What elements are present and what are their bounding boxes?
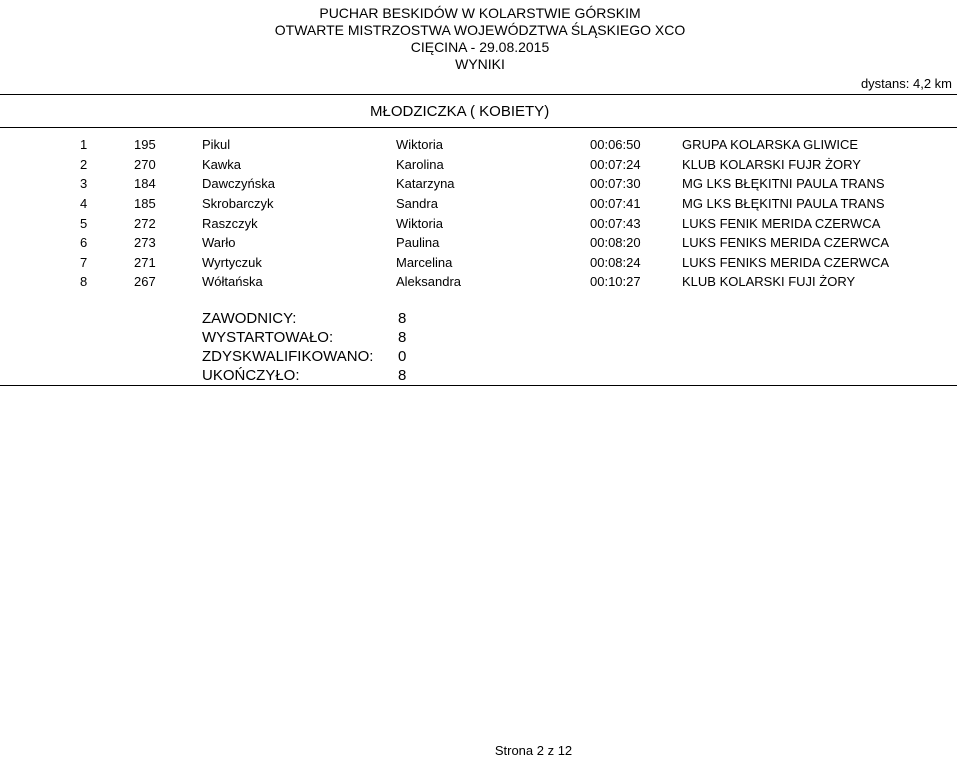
table-row: [0, 135, 942, 155]
table-row: [0, 213, 942, 233]
first-name-cell: Paulina: [396, 235, 440, 251]
summary-row: [202, 347, 406, 366]
first-name-cell: Aleksandra: [396, 274, 462, 290]
category-title: MŁODZICZKA ( KOBIETY): [370, 103, 550, 120]
time-cell: 00:07:43: [590, 215, 641, 231]
time-cell: 00:07:41: [590, 196, 641, 212]
event-date-location: CIĘCINA - 29.08.2015: [410, 39, 550, 55]
distance-label: dystans: 4,2 km: [860, 76, 952, 91]
place-cell: 1: [80, 137, 88, 153]
divider-middle: [0, 127, 957, 128]
page-number: Strona 2 z 12: [494, 743, 573, 758]
table-row: [0, 233, 942, 253]
time-cell: 00:07:30: [590, 176, 641, 192]
club-cell: KLUB KOLARSKI FUJI ŻORY: [682, 274, 856, 290]
place-cell: 5: [80, 215, 88, 231]
bib-number-cell: 184: [134, 176, 156, 192]
place-cell: 7: [80, 254, 88, 270]
last-name-cell: Skrobarczyk: [202, 196, 274, 212]
summary-label: UKOŃCZYŁO:: [202, 367, 300, 384]
last-name-cell: Wyrtyczuk: [202, 254, 262, 270]
last-name-cell: Warło: [202, 235, 236, 251]
summary-row: [202, 366, 406, 385]
event-subtitle: OTWARTE MISTRZOSTWA WOJEWÓDZTWA ŚLĄSKIEGO XCO: [274, 22, 686, 38]
club-cell: LUKS FENIK MERIDA CZERWCA: [682, 215, 881, 231]
divider-top: [0, 94, 957, 95]
bib-number-cell: 271: [134, 254, 156, 270]
table-row: [0, 253, 942, 273]
bib-number-cell: 273: [134, 235, 156, 251]
table-row: [0, 174, 942, 194]
first-name-cell: Karolina: [396, 156, 444, 172]
summary-table: [202, 309, 406, 385]
club-cell: MG LKS BŁĘKITNI PAULA TRANS: [682, 196, 885, 212]
club-cell: MG LKS BŁĘKITNI PAULA TRANS: [682, 176, 885, 192]
results-heading: WYNIKI: [455, 56, 505, 72]
bib-number-cell: 195: [134, 137, 156, 153]
last-name-cell: Kawka: [202, 156, 242, 172]
place-cell: 6: [80, 235, 88, 251]
time-cell: 00:06:50: [590, 137, 641, 153]
time-cell: 00:07:24: [590, 156, 641, 172]
summary-label: ZDYSKWALIFIKOWANO:: [202, 348, 374, 365]
bib-number-cell: 272: [134, 215, 156, 231]
bib-number-cell: 270: [134, 156, 156, 172]
last-name-cell: Pikul: [202, 137, 231, 153]
table-row: [0, 155, 942, 175]
last-name-cell: Raszczyk: [202, 215, 258, 231]
first-name-cell: Wiktoria: [396, 215, 443, 231]
summary-value: 8: [398, 329, 407, 346]
summary-value: 0: [398, 348, 407, 365]
club-cell: LUKS FENIKS MERIDA CZERWCA: [682, 254, 890, 270]
bib-number-cell: 267: [134, 274, 156, 290]
time-cell: 00:08:24: [590, 254, 641, 270]
bib-number-cell: 185: [134, 196, 156, 212]
time-cell: 00:10:27: [590, 274, 641, 290]
place-cell: 8: [80, 274, 88, 290]
first-name-cell: Katarzyna: [396, 176, 455, 192]
last-name-cell: Wółtańska: [202, 274, 263, 290]
time-cell: 00:08:20: [590, 235, 641, 251]
results-table: [0, 135, 942, 292]
summary-label: WYSTARTOWAŁO:: [202, 329, 334, 346]
summary-value: 8: [398, 310, 407, 327]
summary-row: [202, 309, 406, 328]
last-name-cell: Dawczyńska: [202, 176, 275, 192]
summary-label: ZAWODNICY:: [202, 310, 297, 327]
summary-value: 8: [398, 367, 407, 384]
club-cell: GRUPA KOLARSKA GLIWICE: [682, 137, 859, 153]
club-cell: KLUB KOLARSKI FUJR ŻORY: [682, 156, 861, 172]
club-cell: LUKS FENIKS MERIDA CZERWCA: [682, 235, 890, 251]
place-cell: 3: [80, 176, 88, 192]
first-name-cell: Sandra: [396, 196, 438, 212]
divider-bottom: [0, 385, 957, 386]
place-cell: 4: [80, 196, 88, 212]
summary-row: [202, 328, 406, 347]
first-name-cell: Wiktoria: [396, 137, 443, 153]
event-title: PUCHAR BESKIDÓW W KOLARSTWIE GÓRSKIM: [319, 5, 641, 21]
first-name-cell: Marcelina: [396, 254, 453, 270]
place-cell: 2: [80, 156, 88, 172]
table-row: [0, 194, 942, 214]
table-row: [0, 272, 942, 292]
